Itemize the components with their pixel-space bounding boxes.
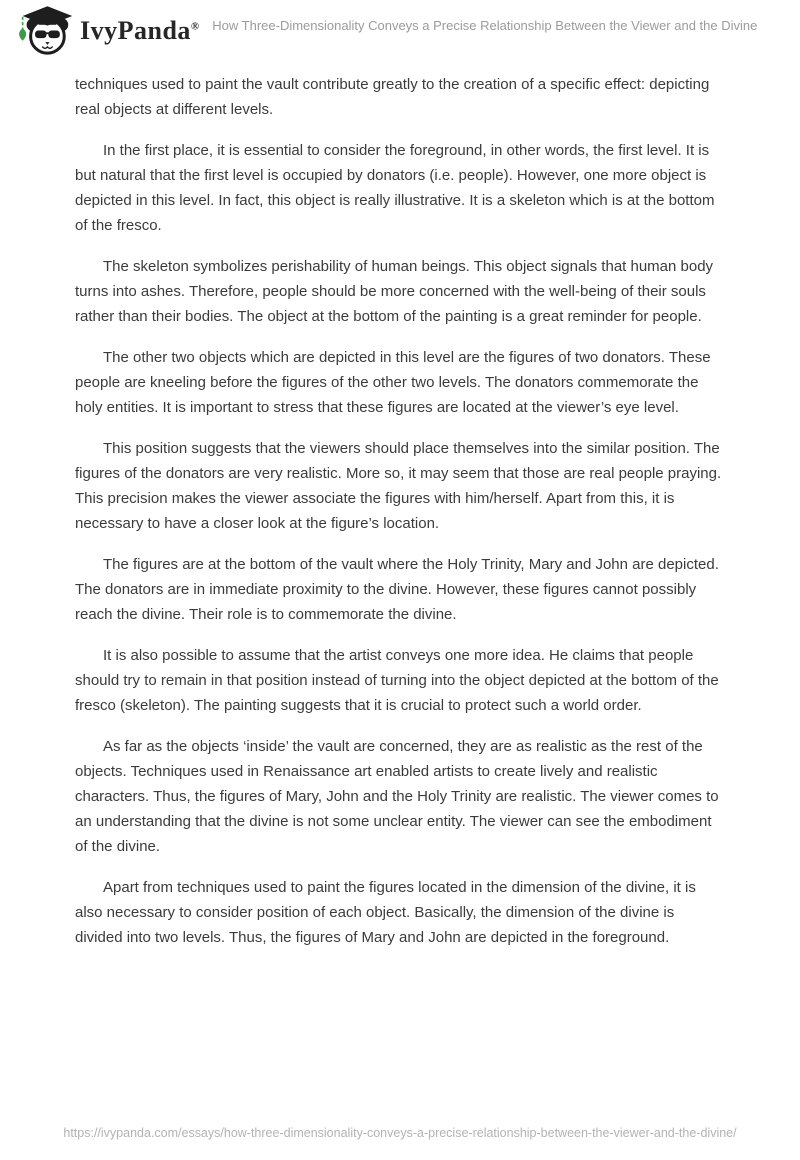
ivypanda-brand (12, 4, 200, 58)
source-url: https://ivypanda.com/essays/how-three-dimensionality-conveys-a-precise-relationship-between-the-viewer-and-the-divine/ (63, 1126, 737, 1140)
essay-paragraph: In the first place, it is essential to consider the foreground, in other words, the first level. It is but natural that the first level is occupied by donators (i.e. people). However, one more object is depicted in this level. In fact, this object is really illustrative. It is a skeleton which is at the bottom of the fresco. (75, 142, 715, 234)
essay-paragraph: This position suggests that the viewers should place themselves into the similar position. The figures of the donators are very realistic. More so, it may seem that those are real people praying. This precision makes the viewer associate the figures with him/herself. Apart from this, it is necessary to have a closer look at the figure’s location. (75, 440, 722, 532)
essay-paragraph: It is also possible to assume that the artist conveys one more idea. He claims that people should try to remain in that position instead of turning into the object depicted at the bottom of the fresco (skeleton). The painting suggests that it is crucial to protect such a world order. (75, 647, 719, 714)
brand-wordmark: IvyPanda® (80, 16, 200, 45)
registered-mark: ® (190, 20, 200, 33)
document-title: How Three-Dimensionality Conveys a Precise Relationship Between the Viewer and the Divine (212, 18, 758, 33)
panda-graduate-logo-icon (12, 4, 74, 58)
essay-body (0, 62, 800, 950)
essay-paragraph: The figures are at the bottom of the vault where the Holy Trinity, Mary and John are depicted. The donators are in immediate proximity to the divine. However, these figures cannot possibly reach the divine. Their role is to commemorate the divine. (75, 556, 719, 623)
essay-paragraph: Apart from techniques used to paint the figures located in the dimension of the divine, it is also necessary to consider position of each object. Basically, the dimension of the divine is divided into two levels. Thus, the figures of Mary and John are depicted in the foreground. (75, 879, 696, 946)
essay-paragraph: The other two objects which are depicted in this level are the figures of two donators. These people are kneeling before the figures of the other two levels. The donators commemorate the holy entities. It is important to stress that these figures are located at the viewer’s eye level. (75, 349, 711, 416)
essay-paragraph: The skeleton symbolizes perishability of human beings. This object signals that human body turns into ashes. Therefore, people should be more concerned with the well-being of their souls rather than their bodies. The object at the bottom of the painting is a great reminder for people. (75, 258, 714, 325)
page-header (0, 0, 800, 62)
essay-paragraph: As far as the objects ‘inside’ the vault are concerned, they are as realistic as the rest of the objects. Techniques used in Renaissance art enabled artists to create lively and realistic characters. Thus, the figures of Mary, John and the Holy Trinity are realistic. The viewer comes to an understanding that the divine is not some unclear entity. The viewer can see the embodiment of the divine. (75, 738, 719, 855)
essay-paragraph: techniques used to paint the vault contribute greatly to the creation of a specific effect: depicting real objects at different levels. (75, 76, 710, 118)
